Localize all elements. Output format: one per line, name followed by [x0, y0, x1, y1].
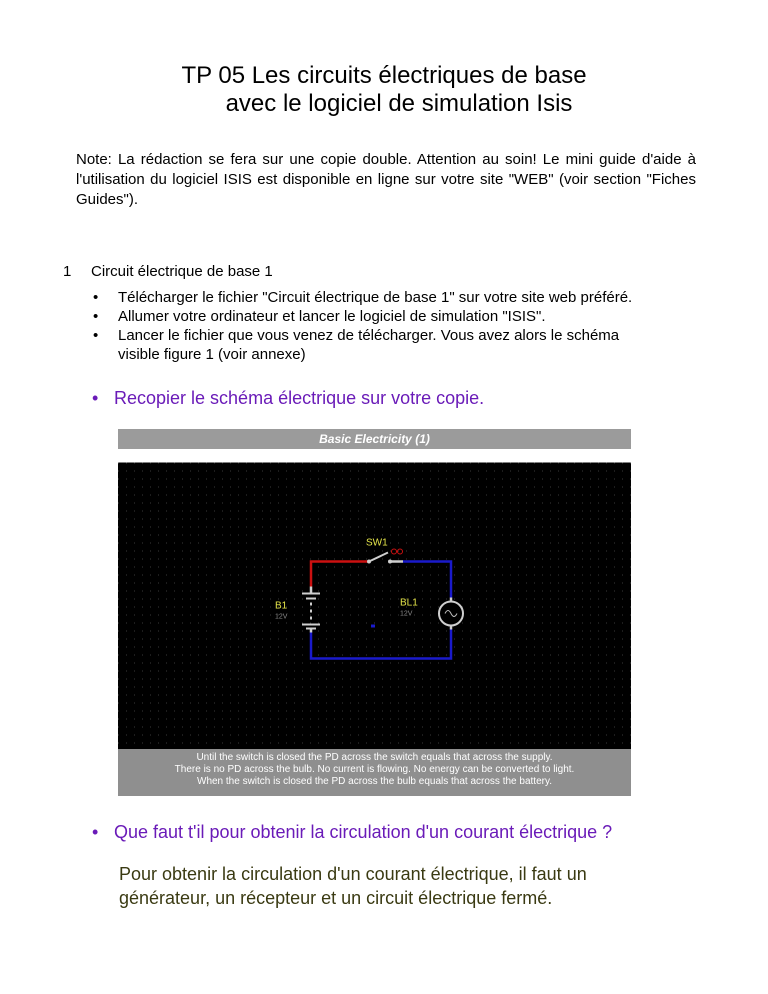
section-title: Circuit électrique de base 1: [91, 263, 273, 280]
title-line-2: avec le logiciel de simulation Isis: [225, 90, 573, 117]
question-2: • Que faut t'il pour obtenir la circulation d'un courant électrique ?: [86, 821, 612, 843]
switch-label: SW1: [366, 537, 388, 549]
list-item: • Télécharger le fichier "Circuit électrique de base 1" sur votre site web préféré.: [93, 289, 633, 306]
bullet-icon: •: [93, 327, 99, 344]
simulation-figure: [118, 429, 631, 796]
simulation-header: Basic Electricity (1): [118, 429, 631, 449]
bullet-icon: •: [92, 388, 99, 408]
circuit-canvas: [118, 449, 631, 776]
bulb-label: BL1: [400, 597, 418, 609]
answer-text: Pour obtenir la circulation d'un courant électrique, il faut un générateur, un récepteur et un circuit électrique fermé.: [119, 864, 587, 908]
battery-label: B1: [275, 600, 288, 612]
bulb-value: 12V: [400, 610, 413, 618]
bullet-icon: •: [92, 822, 99, 842]
battery-value: 12V: [275, 613, 288, 621]
section-number: 1: [63, 263, 72, 280]
title-line-1: TP 05 Les circuits électriques de base: [181, 62, 587, 89]
bullet-icon: •: [93, 289, 99, 306]
instruction-list: [88, 288, 648, 364]
simulation-caption: Until the switch is closed the PD across the switch equals that across the supply. There is no PD across the bulb. No current is flowing. No energy can be converted to light. When the switch is closed the PD across the bulb equals that across the battery.: [118, 749, 631, 796]
list-item: • Allumer votre ordinateur et lancer le logiciel de simulation "ISIS".: [93, 308, 546, 325]
list-item: • Lancer le fichier que vous venez de télécharger. Vous avez alors le schéma visible figure 1 (voir annexe): [93, 327, 620, 363]
note-paragraph: Note: La rédaction se fera sur une copie double. Attention au soin! Le mini guide d'aide à l'utilisation du logiciel ISIS est disponible en ligne sur votre site "WEB" (voir section "Fiches Guides").: [76, 151, 696, 208]
page-title: [0, 62, 768, 118]
bullet-icon: •: [93, 308, 99, 325]
question-1: • Recopier le schéma électrique sur votre copie.: [86, 387, 484, 409]
section-heading: [63, 262, 273, 282]
probe-marker: [371, 625, 375, 628]
